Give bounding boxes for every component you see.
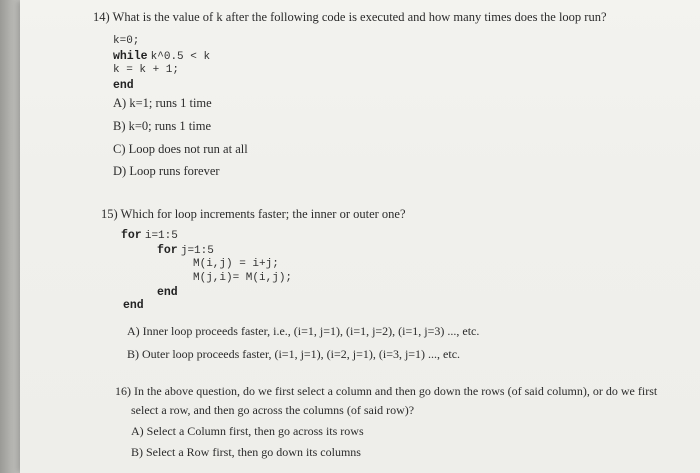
q14-while-condition: k^0.5 < k <box>150 51 211 63</box>
q14-option-d: D) Loop runs forever <box>113 164 220 178</box>
q15-body-line2: M(j,i)= M(i,j); <box>193 272 293 284</box>
q14-option-a: A) k=1; runs 1 time <box>113 96 212 110</box>
q15-option-b: B) Outer loop proceeds faster, (i=1, j=1), (i=2, j=1), (i=3, j=1) ..., etc. <box>127 347 461 361</box>
q16-question-line1: 16) In the above question, do we first select a column and then go down the rows (of said column), or do we first <box>115 384 658 398</box>
q16-question-line2: select a row, and then go across the columns (of said row)? <box>131 403 415 417</box>
q14-while-keyword: while <box>113 50 148 63</box>
q14-code-line1: k=0; <box>113 35 140 47</box>
q14-option-b: B) k=0; runs 1 time <box>113 119 212 133</box>
q14-code-line3: k = k + 1; <box>113 64 180 76</box>
q15-for-keyword: for <box>121 229 142 242</box>
q16-option-b: B) Select a Row first, then go down its columns <box>131 445 361 459</box>
q14-end-keyword: end <box>113 79 134 92</box>
q15-body-line1: M(i,j) = i+j; <box>193 258 279 270</box>
q15-inner-end-keyword: end <box>157 286 178 299</box>
q15-inner-range: j=1:5 <box>180 245 214 257</box>
q15-option-a: A) Inner loop proceeds faster, i.e., (i=1, j=1), (i=1, j=2), (i=1, j=3) ..., etc. <box>127 324 480 338</box>
q15-inner-for-keyword: for <box>157 244 178 257</box>
q14-option-c: C) Loop does not run at all <box>113 142 248 156</box>
q16-option-a: A) Select a Column first, then go across its rows <box>131 424 364 438</box>
q15-outer-end-keyword: end <box>123 299 144 312</box>
page-edge-shadow <box>0 0 20 473</box>
q15-outer-range: i=1:5 <box>144 230 178 242</box>
q15-question: 15) Which for loop increments faster; the inner or outer one? <box>101 207 406 221</box>
q14-question: 14) What is the value of k after the following code is executed and how many times does the loop run? <box>93 10 607 24</box>
